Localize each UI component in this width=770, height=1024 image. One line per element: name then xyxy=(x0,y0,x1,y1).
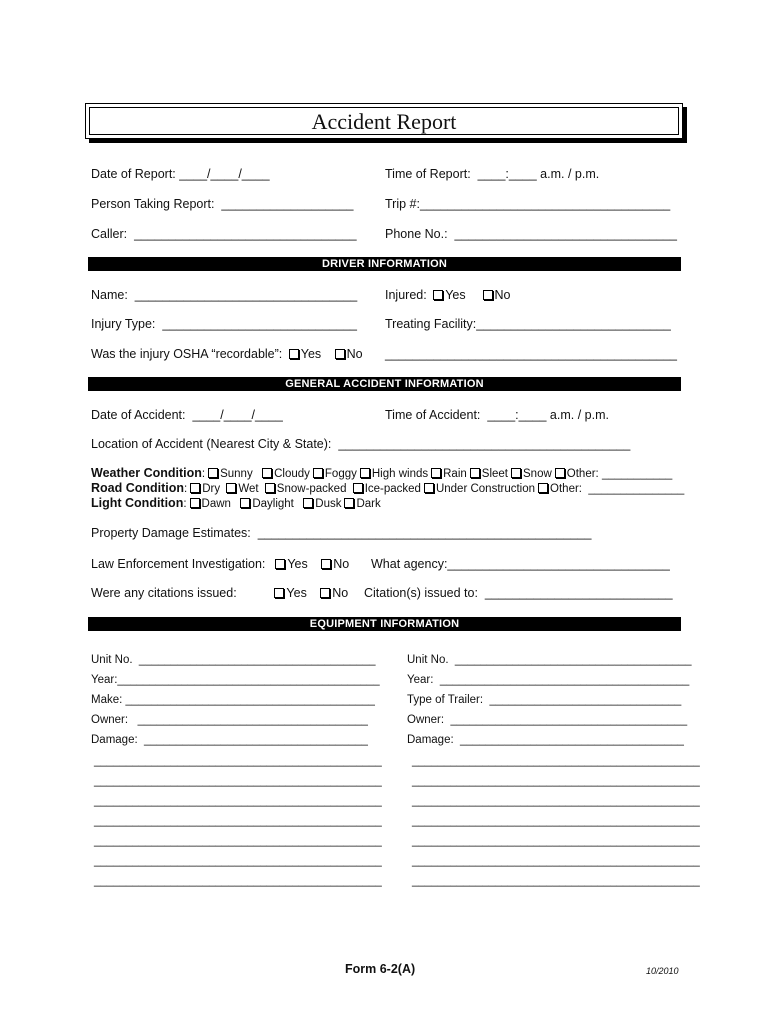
left-damage-line[interactable]: _____________________________________________ xyxy=(94,775,382,787)
property-damage-field[interactable]: Property Damage Estimates: ________________________________________________ xyxy=(91,526,592,540)
osha-yes-label: Yes xyxy=(300,347,322,361)
time-of-accident-field[interactable]: Time of Accident: ____:____ a.m. / p.m. xyxy=(385,408,609,422)
left-damage-line[interactable]: _____________________________________________ xyxy=(94,815,382,827)
date-of-accident-field[interactable]: Date of Accident: ____/____/____ xyxy=(91,408,283,422)
right-damage-line[interactable]: _____________________________________________ xyxy=(412,775,700,787)
left-damage-field[interactable]: Damage: ___________________________________ xyxy=(91,734,368,746)
right-damage-line[interactable]: _____________________________________________ xyxy=(412,835,700,847)
weather-condition-label: Weather Condition xyxy=(91,466,202,480)
title-box xyxy=(85,103,683,139)
osha-label: Was the injury OSHA “recordable”: xyxy=(91,347,283,361)
weather-high-winds-checkbox[interactable] xyxy=(360,468,370,478)
road-wet-label: Wet xyxy=(238,483,259,495)
right-damage-line[interactable]: _____________________________________________ xyxy=(412,795,700,807)
road-other-field[interactable]: _______________ xyxy=(588,483,685,495)
weather-rain-checkbox[interactable] xyxy=(431,468,441,478)
left-damage-line[interactable]: _____________________________________________ xyxy=(94,795,382,807)
road-snow-packed-label: Snow-packed xyxy=(276,483,347,495)
osha-group xyxy=(91,346,363,362)
osha-no-checkbox[interactable] xyxy=(335,349,345,359)
road-wet-checkbox[interactable] xyxy=(226,483,236,493)
road-under-construction-checkbox[interactable] xyxy=(424,483,434,493)
date-of-report-field[interactable]: Date of Report: ____/____/____ xyxy=(91,167,270,181)
weather-other-label: Other: xyxy=(566,468,599,480)
light-daylight-checkbox[interactable] xyxy=(240,498,250,508)
road-other-checkbox[interactable] xyxy=(538,483,548,493)
road-under-construction-label: Under Construction xyxy=(435,483,536,495)
citations-yes-checkbox[interactable] xyxy=(274,588,284,598)
injured-no-label: No xyxy=(494,288,511,302)
road-condition-label: Road Condition xyxy=(91,481,185,495)
weather-foggy-checkbox[interactable] xyxy=(313,468,323,478)
right-damage-line[interactable]: _____________________________________________ xyxy=(412,815,700,827)
weather-sunny-label: Sunny xyxy=(220,468,253,480)
equipment-information-header: EQUIPMENT INFORMATION xyxy=(88,617,681,631)
light-daylight-label: Daylight xyxy=(252,498,294,510)
law-enforcement-group xyxy=(91,556,349,572)
left-damage-line[interactable]: _____________________________________________ xyxy=(94,855,382,867)
right-damage-line[interactable]: _____________________________________________ xyxy=(412,755,700,767)
driver-information-header: DRIVER INFORMATION xyxy=(88,257,681,271)
osha-details-field[interactable]: __________________________________________ xyxy=(385,347,677,361)
right-unit-no-field[interactable]: Unit No. _____________________________________ xyxy=(407,654,692,666)
light-condition-row: Light Condition: Dawn Daylight Dusk Dark xyxy=(91,496,381,510)
law-yes-checkbox[interactable] xyxy=(275,559,285,569)
phone-field[interactable]: Phone No.: ________________________________ xyxy=(385,227,677,241)
injured-no-checkbox[interactable] xyxy=(483,290,493,300)
weather-snow-checkbox[interactable] xyxy=(511,468,521,478)
left-damage-line[interactable]: _____________________________________________ xyxy=(94,835,382,847)
weather-rain-label: Rain xyxy=(443,468,467,480)
road-condition-row: Road Condition: Dry Wet Snow-packed Ice-packed Under Construction Other: _______________ xyxy=(91,481,685,495)
weather-cloudy-checkbox[interactable] xyxy=(262,468,272,478)
weather-other-checkbox[interactable] xyxy=(555,468,565,478)
injured-group xyxy=(385,287,510,303)
light-dawn-checkbox[interactable] xyxy=(190,498,200,508)
osha-yes-checkbox[interactable] xyxy=(289,349,299,359)
road-snow-packed-checkbox[interactable] xyxy=(265,483,275,493)
weather-cloudy-label: Cloudy xyxy=(274,468,310,480)
citation-issued-to-field[interactable]: Citation(s) issued to: ___________________________ xyxy=(364,586,673,600)
citations-no-checkbox[interactable] xyxy=(320,588,330,598)
form-revision-date: 10/2010 xyxy=(646,966,679,976)
driver-name-field[interactable]: Name: ________________________________ xyxy=(91,288,358,302)
left-year-field[interactable]: Year:_________________________________________ xyxy=(91,674,380,686)
light-condition-label: Light Condition xyxy=(91,496,184,510)
left-unit-no-field[interactable]: Unit No. _____________________________________ xyxy=(91,654,376,666)
light-dark-label: Dark xyxy=(356,498,381,510)
general-accident-header: GENERAL ACCIDENT INFORMATION xyxy=(88,377,681,391)
right-damage-field[interactable]: Damage: ___________________________________ xyxy=(407,734,684,746)
road-dry-checkbox[interactable] xyxy=(190,483,200,493)
law-yes-label: Yes xyxy=(287,557,308,571)
road-dry-label: Dry xyxy=(202,483,221,495)
osha-no-label: No xyxy=(346,347,363,361)
citations-yes-label: Yes xyxy=(286,586,307,600)
time-of-report-field[interactable]: Time of Report: ____:____ a.m. / p.m. xyxy=(385,167,600,181)
right-damage-line[interactable]: _____________________________________________ xyxy=(412,855,700,867)
law-enforcement-label: Law Enforcement Investigation: xyxy=(91,557,266,571)
caller-field[interactable]: Caller: ________________________________ xyxy=(91,227,357,241)
road-other-label: Other: xyxy=(550,483,582,495)
right-damage-line[interactable]: _____________________________________________ xyxy=(412,875,700,887)
citations-group xyxy=(91,585,348,601)
weather-condition-row: Weather Condition: Sunny Cloudy Foggy High winds Rain Sleet Snow Other: ___________ xyxy=(91,466,673,480)
injured-label: Injured: xyxy=(385,288,427,302)
right-year-field[interactable]: Year: _______________________________________ xyxy=(407,674,690,686)
person-taking-report-field[interactable]: Person Taking Report: ___________________ xyxy=(91,197,354,211)
light-dusk-label: Dusk xyxy=(315,498,342,510)
treating-facility-field[interactable]: Treating Facility:____________________________ xyxy=(385,317,671,331)
left-make-field[interactable]: Make: _______________________________________ xyxy=(91,694,375,706)
law-no-label: No xyxy=(333,557,350,571)
light-dark-checkbox[interactable] xyxy=(344,498,354,508)
road-ice-packed-checkbox[interactable] xyxy=(353,483,363,493)
left-damage-line[interactable]: _____________________________________________ xyxy=(94,755,382,767)
location-of-accident-field[interactable]: Location of Accident (Nearest City & State): __________________________________________ xyxy=(91,437,631,451)
weather-foggy-label: Foggy xyxy=(324,468,357,480)
road-ice-packed-label: Ice-packed xyxy=(364,483,421,495)
agency-field[interactable]: What agency:________________________________ xyxy=(371,557,670,571)
weather-sunny-checkbox[interactable] xyxy=(208,468,218,478)
left-owner-field[interactable]: Owner: ____________________________________ xyxy=(91,714,368,726)
light-dawn-label: Dawn xyxy=(201,498,231,510)
right-type-of-trailer-field[interactable]: Type of Trailer: ______________________________ xyxy=(407,694,682,706)
citations-no-label: No xyxy=(332,586,349,600)
weather-high-winds-label: High winds xyxy=(371,468,429,480)
weather-sleet-checkbox[interactable] xyxy=(470,468,480,478)
form-number: Form 6-2(A) xyxy=(345,962,416,976)
trip-field[interactable]: Trip #:____________________________________ xyxy=(385,197,671,211)
law-no-checkbox[interactable] xyxy=(321,559,331,569)
right-owner-field[interactable]: Owner: _____________________________________ xyxy=(407,714,688,726)
injury-type-field[interactable]: Injury Type: ____________________________ xyxy=(91,317,357,331)
left-damage-line[interactable]: _____________________________________________ xyxy=(94,875,382,887)
light-dusk-checkbox[interactable] xyxy=(303,498,313,508)
injured-yes-checkbox[interactable] xyxy=(433,290,443,300)
citations-label: Were any citations issued: xyxy=(91,586,237,600)
weather-snow-label: Snow xyxy=(523,468,552,480)
injured-yes-label: Yes xyxy=(445,288,466,302)
weather-sleet-label: Sleet xyxy=(481,468,508,480)
weather-other-field[interactable]: ___________ xyxy=(601,468,673,480)
form-title: Accident Report xyxy=(311,109,457,134)
